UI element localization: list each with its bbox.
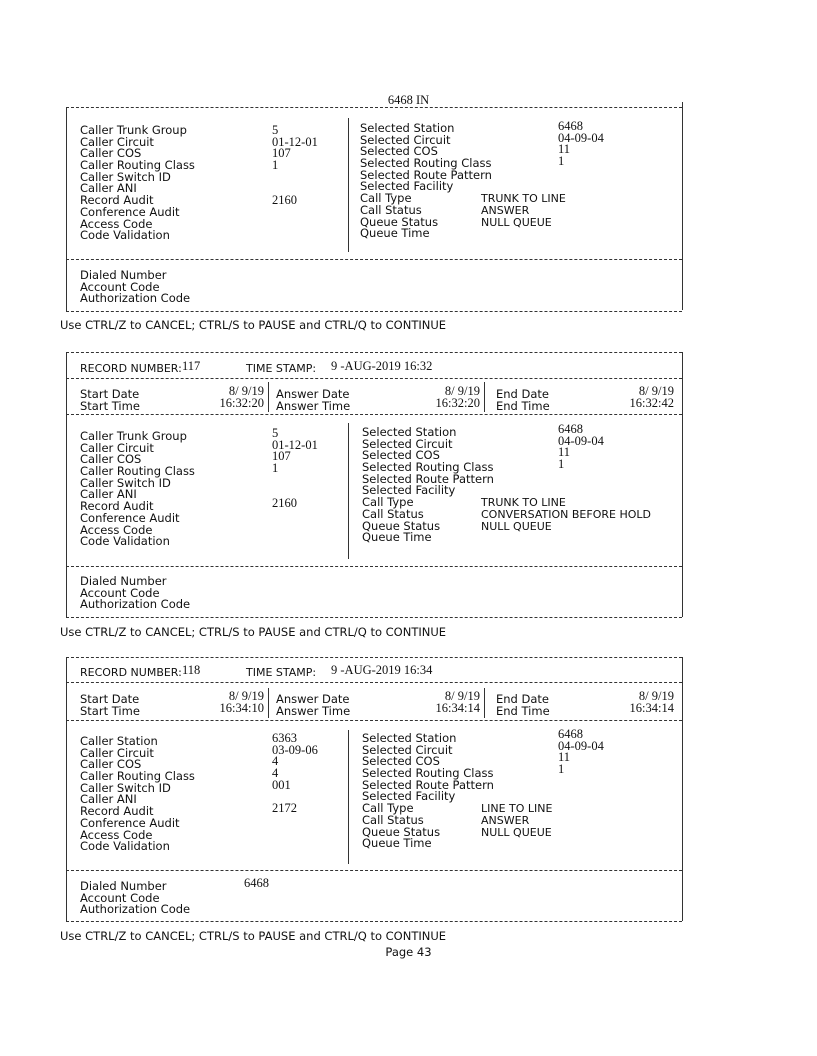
- field-label: Record Audit: [80, 499, 154, 514]
- field-label: Account Code: [80, 279, 160, 294]
- divider: [66, 259, 682, 260]
- field-label: Record Audit: [80, 193, 154, 208]
- field-value: TRUNK TO LINE: [481, 496, 566, 510]
- call-values: [481, 733, 552, 838]
- end-labels: [496, 389, 550, 412]
- field-value: 04-09-04: [558, 738, 604, 753]
- field-label: Caller COS: [80, 146, 142, 161]
- field-value: 6468: [558, 727, 583, 741]
- field-value: 2172: [272, 801, 297, 816]
- selected-labels: [362, 733, 494, 850]
- time-stamp-label: TIME STAMP:: [246, 666, 317, 679]
- start-labels: [80, 389, 140, 412]
- field-label: Authorization Code: [80, 902, 191, 917]
- field-label: Answer Date: [276, 692, 350, 706]
- field-label: Call Status: [362, 812, 424, 827]
- divider: [66, 378, 682, 379]
- field-label: Start Date: [80, 387, 140, 401]
- caller-labels: [80, 431, 195, 548]
- start-values: [190, 386, 264, 409]
- field-label: Conference Audit: [80, 510, 180, 525]
- field-value: 16:32:20: [435, 395, 480, 410]
- field-label: Call Status: [362, 506, 424, 521]
- field-value: 6468: [558, 422, 583, 436]
- field-label: Selected Circuit: [362, 436, 453, 451]
- divider: [348, 423, 349, 559]
- field-value: NULL QUEUE: [481, 519, 552, 533]
- divider: [66, 657, 67, 921]
- divider: [66, 107, 682, 108]
- field-label: Queue Status: [360, 214, 439, 229]
- field-value: 2160: [272, 193, 297, 208]
- field-label: Selected COS: [362, 754, 440, 769]
- time-stamp-value: 9 -AUG-2019 16:32: [331, 359, 433, 373]
- end-values: [600, 386, 674, 409]
- call-values: [481, 123, 566, 228]
- page-header-extension: 6468 IN: [387, 93, 430, 107]
- field-label: Caller Trunk Group: [80, 123, 187, 137]
- field-value: 1: [558, 457, 565, 472]
- field-label: Caller Station: [80, 734, 158, 748]
- field-label: Account Code: [80, 890, 160, 905]
- field-value: 11: [558, 445, 571, 460]
- field-value: 16:32:20: [219, 395, 264, 410]
- field-value: 5: [272, 123, 279, 137]
- divider: [66, 414, 682, 415]
- field-label: Selected Circuit: [362, 742, 453, 757]
- divider: [66, 617, 682, 618]
- dialed-labels: [80, 881, 190, 916]
- start-labels: [80, 694, 140, 717]
- caller-labels: [80, 125, 195, 242]
- field-value: 107: [272, 146, 291, 161]
- divider: [66, 107, 67, 311]
- field-value: 04-09-04: [558, 433, 604, 448]
- divider: [66, 311, 682, 312]
- field-label: Selected COS: [360, 144, 438, 159]
- time-stamp-label: TIME STAMP:: [246, 362, 317, 375]
- field-value: CONVERSATION BEFORE HOLD: [481, 507, 651, 521]
- dialed-number-value: 6468: [244, 876, 269, 890]
- selected-labels: [362, 427, 494, 544]
- selected-values: [558, 729, 604, 776]
- record-number-value: 117: [182, 359, 201, 373]
- control-message: Use CTRL/Z to CANCEL; CTRL/S to PAUSE and CTRL/Q to CONTINUE: [60, 929, 447, 943]
- field-label: End Time: [496, 703, 550, 718]
- field-label: Caller ANI: [80, 487, 137, 502]
- field-label: Authorization Code: [80, 597, 191, 612]
- field-value: 8/ 9/19: [444, 689, 480, 703]
- field-label: Selected Route Pattern: [362, 777, 494, 792]
- field-label: Dialed Number: [80, 268, 167, 282]
- dialed-labels: [80, 270, 190, 305]
- field-value: TRUNK TO LINE: [481, 192, 566, 206]
- divider: [66, 870, 682, 871]
- end-labels: [496, 694, 550, 717]
- field-label: Code Validation: [80, 534, 170, 549]
- field-value: 6468: [558, 119, 583, 133]
- answer-labels: [276, 694, 350, 717]
- field-label: End Date: [496, 387, 549, 401]
- field-label: End Date: [496, 692, 549, 706]
- field-value: 16:34:14: [629, 700, 674, 715]
- divider: [484, 688, 485, 718]
- answer-values: [406, 691, 480, 714]
- field-label: Selected COS: [362, 448, 440, 463]
- field-value: 2160: [272, 496, 297, 511]
- field-label: Caller COS: [80, 452, 142, 467]
- time-stamp-value: 9 -AUG-2019 16:34: [331, 663, 433, 677]
- field-label: Record Audit: [80, 804, 154, 819]
- field-label: Answer Time: [276, 703, 351, 718]
- field-value: 04-09-04: [558, 130, 604, 145]
- field-value: NULL QUEUE: [481, 825, 552, 839]
- selected-labels: [360, 123, 492, 240]
- field-value: ANSWER: [481, 813, 530, 827]
- caller-labels: [80, 736, 195, 853]
- field-label: Caller Switch ID: [80, 169, 171, 184]
- divider: [66, 352, 682, 353]
- field-value: [272, 172, 318, 184]
- field-label: Selected Route Pattern: [362, 471, 494, 486]
- field-label: Authorization Code: [80, 291, 191, 306]
- field-value: 1: [558, 762, 565, 777]
- control-message: Use CTRL/Z to CANCEL; CTRL/S to PAUSE and CTRL/Q to CONTINUE: [60, 625, 447, 639]
- field-label: Caller Routing Class: [80, 464, 195, 479]
- field-label: Call Status: [360, 202, 422, 217]
- field-value: 8/ 9/19: [228, 689, 264, 703]
- field-value: 5: [272, 426, 279, 440]
- field-label: Conference Audit: [80, 204, 180, 219]
- field-value: 03-09-06: [272, 742, 318, 757]
- field-label: Call Type: [362, 801, 414, 816]
- field-label: Selected Station: [362, 731, 457, 745]
- field-label: Caller Trunk Group: [80, 429, 187, 443]
- field-label: Selected Routing Class: [362, 766, 494, 781]
- field-label: Selected Facility: [362, 789, 456, 804]
- field-value: 16:34:10: [219, 700, 264, 715]
- field-label: Caller Circuit: [80, 440, 154, 455]
- field-label: Caller Switch ID: [80, 475, 171, 490]
- divider: [682, 102, 683, 310]
- answer-values: [406, 386, 480, 409]
- field-value: 6363: [272, 731, 297, 745]
- field-label: Queue Time: [362, 530, 432, 545]
- divider: [66, 921, 682, 922]
- field-label: Dialed Number: [80, 879, 167, 893]
- field-label: Access Code: [80, 216, 153, 231]
- field-label: Caller Routing Class: [80, 158, 195, 173]
- field-label: Start Time: [80, 398, 140, 413]
- field-label: Access Code: [80, 522, 153, 537]
- end-values: [600, 691, 674, 714]
- field-label: Conference Audit: [80, 815, 180, 830]
- page-number: Page 43: [385, 945, 432, 959]
- field-value: 8/ 9/19: [444, 384, 480, 398]
- field-label: Caller ANI: [80, 181, 137, 196]
- field-value: 8/ 9/19: [638, 384, 674, 398]
- field-label: Dialed Number: [80, 574, 167, 588]
- field-label: Call Type: [362, 495, 414, 510]
- dialed-labels: [80, 576, 190, 611]
- field-value: 01-12-01: [272, 437, 318, 452]
- field-label: Queue Time: [360, 226, 430, 241]
- field-label: Answer Date: [276, 387, 350, 401]
- field-label: Selected Routing Class: [362, 460, 494, 475]
- field-label: Queue Time: [362, 836, 432, 851]
- field-label: Call Type: [360, 191, 412, 206]
- divider: [66, 657, 682, 658]
- field-value: 16:34:14: [435, 700, 480, 715]
- field-label: Selected Station: [360, 121, 455, 135]
- field-value: 11: [558, 142, 571, 157]
- field-label: Caller Switch ID: [80, 780, 171, 795]
- call-values: [481, 427, 651, 532]
- field-value: 8/ 9/19: [638, 689, 674, 703]
- field-label: Selected Facility: [362, 483, 456, 498]
- field-value: ANSWER: [481, 203, 530, 217]
- start-values: [190, 691, 264, 714]
- field-label: Queue Status: [362, 518, 441, 533]
- field-value: 11: [558, 750, 571, 765]
- record-number-value: 118: [182, 663, 201, 677]
- field-label: Caller Circuit: [80, 134, 154, 149]
- field-value: 107: [272, 449, 291, 464]
- field-label: Caller Routing Class: [80, 769, 195, 784]
- field-label: Selected Circuit: [360, 132, 451, 147]
- field-value: 4: [272, 754, 279, 769]
- divider: [66, 720, 682, 721]
- field-label: Answer Time: [276, 398, 351, 413]
- divider: [66, 682, 682, 683]
- divider: [66, 352, 67, 617]
- divider: [66, 566, 682, 567]
- field-value: 4: [272, 766, 279, 781]
- field-label: Code Validation: [80, 839, 170, 854]
- field-label: Start Time: [80, 703, 140, 718]
- divider: [682, 657, 683, 921]
- field-value: 1: [272, 461, 279, 476]
- field-value: LINE TO LINE: [481, 802, 553, 816]
- field-label: Access Code: [80, 827, 153, 842]
- divider: [348, 118, 349, 252]
- field-label: Caller ANI: [80, 792, 137, 807]
- field-value: 8/ 9/19: [228, 384, 264, 398]
- caller-values: [272, 428, 318, 510]
- field-label: End Time: [496, 398, 550, 413]
- field-label: Selected Routing Class: [360, 156, 492, 171]
- answer-labels: [276, 389, 350, 412]
- divider: [348, 730, 349, 864]
- field-label: Caller COS: [80, 757, 142, 772]
- field-label: Selected Route Pattern: [360, 167, 492, 182]
- field-label: Selected Facility: [360, 179, 454, 194]
- divider: [682, 352, 683, 617]
- caller-values: [272, 733, 318, 815]
- field-label: Selected Station: [362, 425, 457, 439]
- field-value: 1: [558, 154, 565, 169]
- field-value: 001: [272, 777, 291, 792]
- field-value: [272, 475, 318, 487]
- record-number-label: RECORD NUMBER:: [80, 362, 182, 375]
- divider: [484, 382, 485, 412]
- field-value: 16:32:42: [629, 395, 674, 410]
- field-label: Code Validation: [80, 228, 170, 243]
- divider: [268, 382, 269, 412]
- field-value: NULL QUEUE: [481, 215, 552, 229]
- divider: [268, 688, 269, 718]
- field-label: Caller Circuit: [80, 745, 154, 760]
- field-label: Start Date: [80, 692, 140, 706]
- field-label: Account Code: [80, 585, 160, 600]
- record-number-label: RECORD NUMBER:: [80, 666, 182, 679]
- caller-values: [272, 125, 318, 207]
- field-label: Queue Status: [362, 824, 441, 839]
- control-message: Use CTRL/Z to CANCEL; CTRL/S to PAUSE and CTRL/Q to CONTINUE: [60, 318, 447, 332]
- field-value: 01-12-01: [272, 134, 318, 149]
- field-value: 1: [272, 158, 279, 173]
